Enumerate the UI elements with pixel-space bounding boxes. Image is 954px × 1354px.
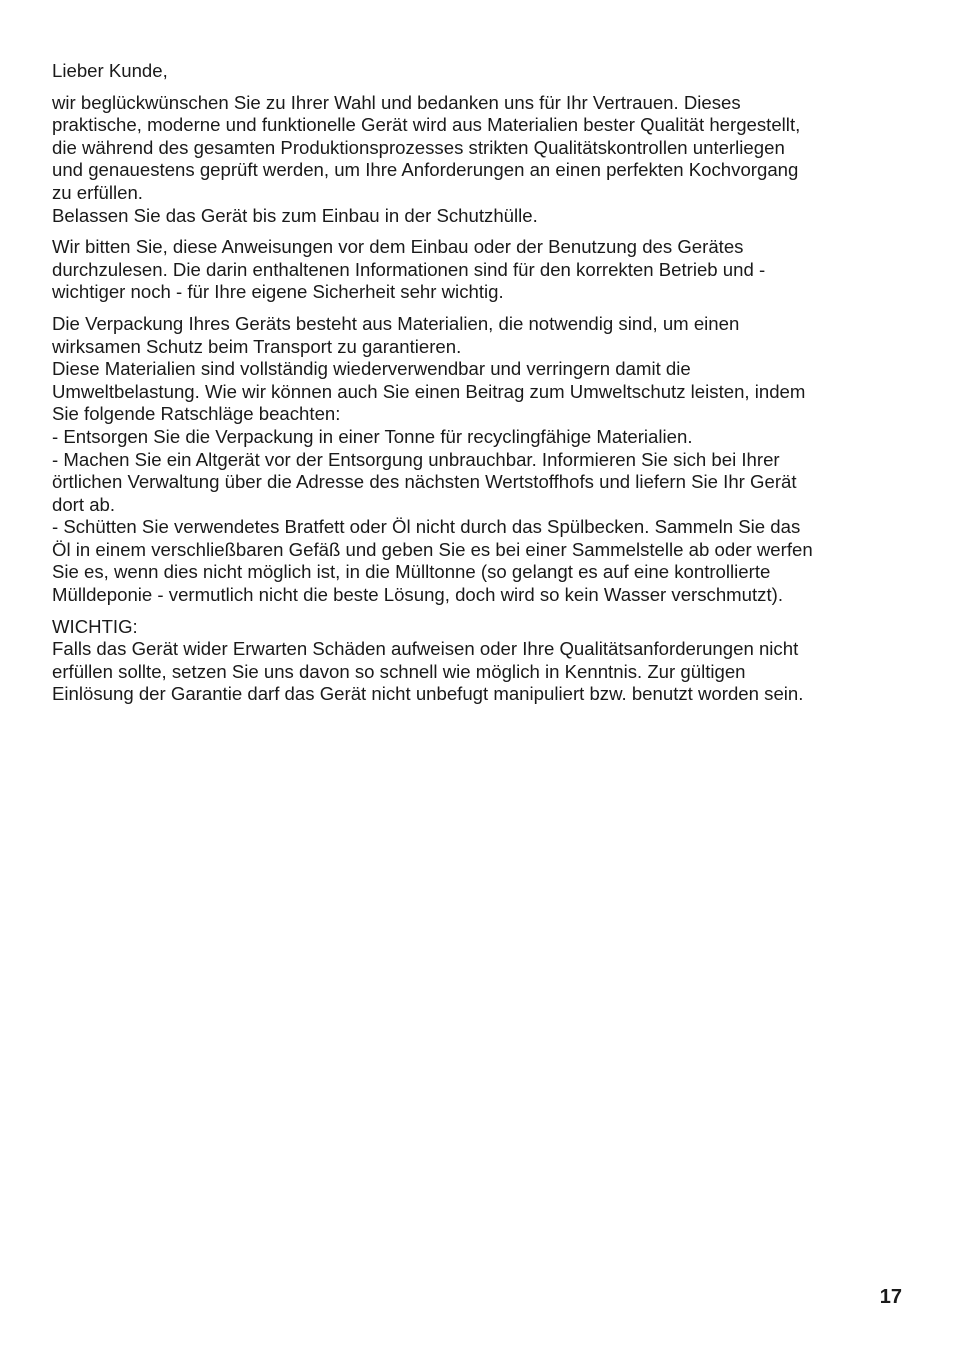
- text-line: Diese Materialien sind vollständig wiederverwendbar und verringern damit die: [52, 358, 691, 380]
- text-line: wirksamen Schutz beim Transport zu garantieren.: [52, 335, 462, 357]
- paragraph-packaging: [52, 313, 922, 607]
- text-line: wir beglückwünschen Sie zu Ihrer Wahl und bedanken uns für Ihr Vertrauen. Dieses: [52, 91, 741, 113]
- text-line: Umweltbelastung. Wie wir können auch Sie einen Beitrag zum Umweltschutz leisten, indem: [52, 380, 806, 402]
- text-line: Falls das Gerät wider Erwarten Schäden aufweisen oder Ihre Qualitätsanforderungen nicht: [52, 638, 799, 660]
- text-line: Einlösung der Garantie darf das Gerät nicht unbefugt manipuliert bzw. benutzt worden sein.: [52, 683, 804, 705]
- greeting: [52, 60, 922, 83]
- text-line: praktische, moderne und funktionelle Gerät wird aus Materialien bester Qualität hergestellt,: [52, 114, 801, 136]
- document-body: [52, 60, 922, 715]
- page-number: 17: [879, 1286, 902, 1308]
- text-line: Belassen Sie das Gerät bis zum Einbau in der Schutzhülle.: [52, 204, 538, 226]
- text-line: zu erfüllen.: [52, 181, 143, 203]
- text-line: Wir bitten Sie, diese Anweisungen vor dem Einbau oder der Benutzung des Gerätes: [52, 236, 744, 258]
- text-line: wichtiger noch - für Ihre eigene Sicherheit sehr wichtig.: [52, 281, 504, 303]
- text-line: erfüllen sollte, setzen Sie uns davon so schnell wie möglich in Kenntnis. Zur gültigen: [52, 660, 746, 682]
- paragraph-instructions: [52, 236, 922, 304]
- text-line: Sie folgende Ratschläge beachten:: [52, 403, 341, 425]
- text-line: Sie es, wenn dies nicht möglich ist, in die Mülltonne (so gelangt es auf eine kontrollierte: [52, 561, 771, 583]
- text-line: Öl in einem verschließbaren Gefäß und geben Sie es bei einer Sammelstelle ab oder werfen: [52, 538, 813, 560]
- text-line: - Entsorgen Sie die Verpackung in einer Tonne für recyclingfähige Materialien.: [52, 425, 693, 447]
- paragraph-intro: [52, 92, 922, 228]
- text-line: - Schütten Sie verwendetes Bratfett oder Öl nicht durch das Spülbecken. Sammeln Sie das: [52, 516, 801, 538]
- text-line: - Machen Sie ein Altgerät vor der Entsorgung unbrauchbar. Informieren Sie sich bei Ihrer: [52, 448, 780, 470]
- greeting-line: Lieber Kunde,: [52, 60, 168, 81]
- text-line: dort ab.: [52, 493, 116, 515]
- text-line: Die Verpackung Ihres Geräts besteht aus Materialien, die notwendig sind, um einen: [52, 312, 740, 334]
- text-line: und genauestens geprüft werden, um Ihre Anforderungen an einen perfekten Kochvorgang: [52, 159, 799, 181]
- text-line: örtlichen Verwaltung über die Adresse des nächsten Wertstoffhofs und liefern Sie Ihr Gerät: [52, 471, 797, 493]
- paragraph-important: [52, 616, 922, 706]
- text-line: durchzulesen. Die darin enthaltenen Informationen sind für den korrekten Betrieb und -: [52, 258, 766, 280]
- text-line: Mülldeponie - vermutlich nicht die beste Lösung, doch wird so kein Wasser verschmutzt).: [52, 584, 783, 606]
- text-line: die während des gesamten Produktionsprozesses strikten Qualitätskontrollen unterliegen: [52, 136, 785, 158]
- important-heading: WICHTIG:: [52, 615, 138, 637]
